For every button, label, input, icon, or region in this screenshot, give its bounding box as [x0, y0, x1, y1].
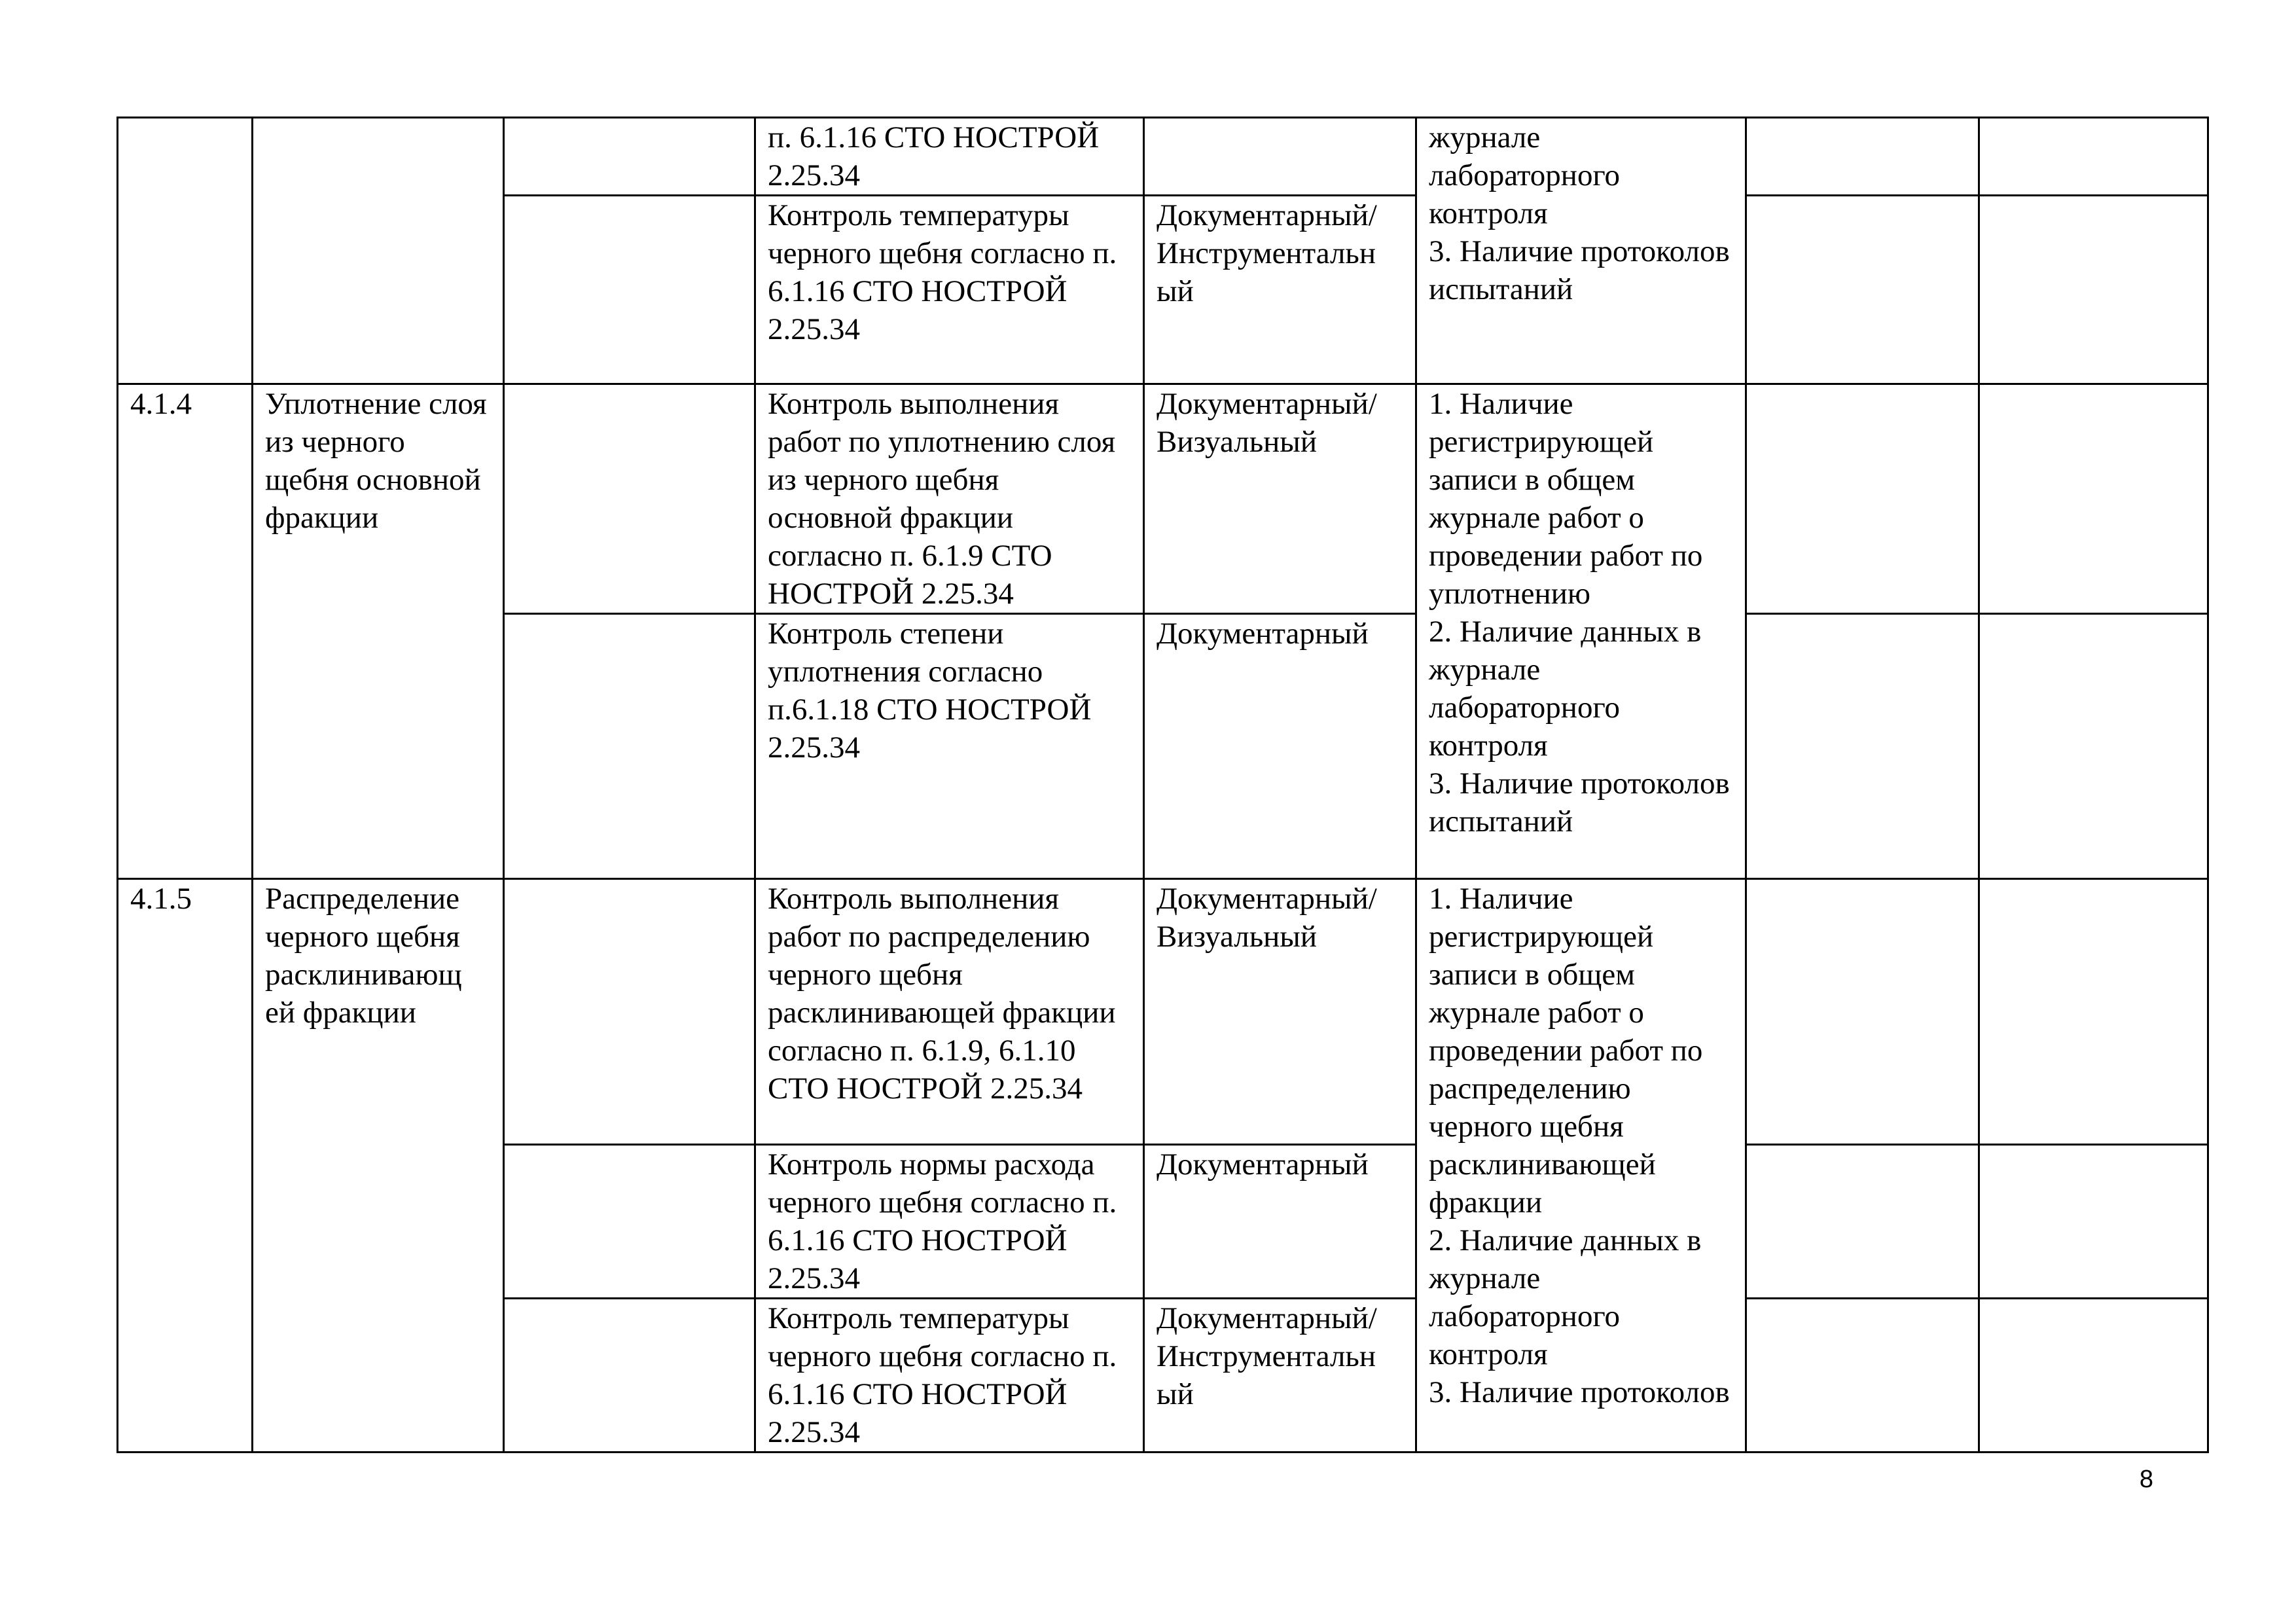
empty-cell: [1979, 196, 2208, 384]
item-number-cell: [118, 384, 253, 879]
empty-cell: [504, 879, 755, 1145]
requirement-text: Контроль нормы расхода черного щебня согласно п. 6.1.16 СТО НОСТРОЙ 2.25.34: [768, 1147, 1117, 1295]
requirement-cell: [755, 1145, 1144, 1299]
table-row: [118, 384, 2208, 614]
method-cell: [1144, 1145, 1416, 1299]
requirement-text: Контроль выполнения работ по уплотнению слоя из черного щебня основной фракции согласно п. 6.1.9 СТО НОСТРОЙ 2.25.34: [768, 387, 1116, 611]
method-text: Документарный/ Визуальный: [1157, 882, 1377, 954]
item-number: 4.1.4: [130, 387, 192, 421]
item-name: Распределение черного щебня расклинивающ ей фракции: [265, 882, 462, 1030]
method-text: Документарный/ Инструментальн ый: [1157, 198, 1377, 308]
empty-cell: [1746, 1145, 1979, 1299]
requirement-cell: [755, 196, 1144, 384]
empty-cell: [504, 118, 755, 196]
item-name-cell: [253, 384, 504, 879]
method-text: Документарный: [1157, 1147, 1369, 1182]
empty-cell: [504, 196, 755, 384]
method-cell: [1144, 614, 1416, 879]
empty-cell: [1979, 1145, 2208, 1299]
method-cell: [1144, 879, 1416, 1145]
control-table: [117, 117, 2209, 1453]
empty-cell: [1979, 879, 2208, 1145]
method-cell: [1144, 118, 1416, 196]
requirement-text: Контроль температуры черного щебня согласно п. 6.1.16 СТО НОСТРОЙ 2.25.34: [768, 198, 1117, 346]
table-row: [118, 118, 2208, 196]
item-name: Уплотнение слоя из черного щебня основной фракции: [265, 387, 487, 535]
requirement-text: Контроль выполнения работ по распределению черного щебня расклинивающей фракции согласно п. 6.1.9, 6.1.10 СТО НОСТРОЙ 2.25.34: [768, 882, 1116, 1106]
result-cell: [1416, 118, 1746, 384]
page-number: 8: [2139, 1466, 2153, 1493]
empty-cell: [1746, 1299, 1979, 1453]
result-text: 1. Наличие регистрирующей записи в общем журнале работ о проведении работ по уплотнению 2. Наличие данных в журнале лабораторного контроля 3. Наличие протоколов испытаний: [1429, 387, 1730, 839]
empty-cell: [1746, 196, 1979, 384]
result-text: журнале лабораторного контроля 3. Наличие протоколов испытаний: [1429, 120, 1730, 306]
result-text: 1. Наличие регистрирующей записи в общем журнале работ о проведении работ по распределению черного щебня расклинивающей фракции 2. Наличие данных в журнале лабораторного контроля 3. Наличие протоколов: [1429, 882, 1730, 1409]
item-name-cell: [253, 118, 504, 384]
result-cell: [1416, 879, 1746, 1453]
requirement-cell: [755, 118, 1144, 196]
item-number: 4.1.5: [130, 882, 192, 916]
requirement-text: Контроль температуры черного щебня согласно п. 6.1.16 СТО НОСТРОЙ 2.25.34: [768, 1301, 1117, 1449]
empty-cell: [504, 1145, 755, 1299]
result-cell: [1416, 384, 1746, 879]
requirement-cell: [755, 879, 1144, 1145]
empty-cell: [504, 384, 755, 614]
empty-cell: [1979, 384, 2208, 614]
item-name-cell: [253, 879, 504, 1453]
empty-cell: [1979, 118, 2208, 196]
requirement-cell: [755, 384, 1144, 614]
method-text: Документарный/ Визуальный: [1157, 387, 1377, 459]
requirement-cell: [755, 1299, 1144, 1453]
requirement-text: Контроль степени уплотнения согласно п.6.1.18 СТО НОСТРОЙ 2.25.34: [768, 617, 1092, 765]
item-number-cell: [118, 879, 253, 1453]
empty-cell: [1979, 614, 2208, 879]
requirement-cell: [755, 614, 1144, 879]
method-cell: [1144, 1299, 1416, 1453]
empty-cell: [1979, 1299, 2208, 1453]
empty-cell: [1746, 118, 1979, 196]
item-number-cell: [118, 118, 253, 384]
table-row: [118, 879, 2208, 1145]
method-cell: [1144, 384, 1416, 614]
method-text: Документарный: [1157, 617, 1369, 651]
method-cell: [1144, 196, 1416, 384]
empty-cell: [1746, 384, 1979, 614]
empty-cell: [1746, 614, 1979, 879]
requirement-text: п. 6.1.16 СТО НОСТРОЙ 2.25.34: [768, 120, 1100, 192]
empty-cell: [1746, 879, 1979, 1145]
empty-cell: [504, 1299, 755, 1453]
method-text: Документарный/ Инструментальн ый: [1157, 1301, 1377, 1411]
empty-cell: [504, 614, 755, 879]
